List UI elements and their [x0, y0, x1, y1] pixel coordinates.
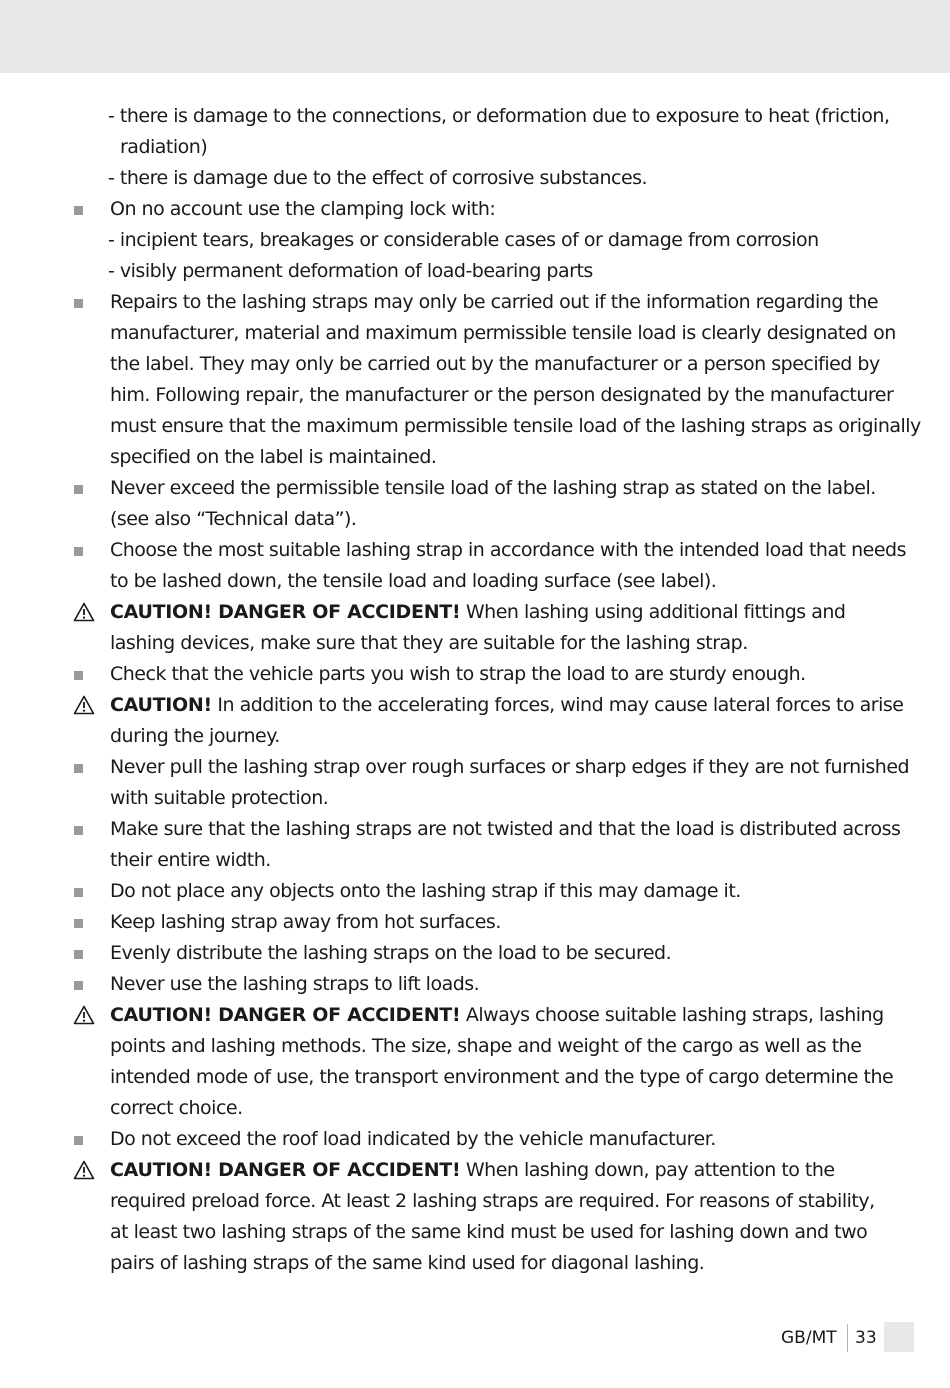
list-item: Never use the lashing straps to lift loads. [0, 969, 950, 1000]
warning-triangle-icon [73, 1005, 95, 1025]
bullet-square-icon [74, 1136, 83, 1145]
text-line: with suitable protection. [110, 787, 329, 809]
header-band [0, 0, 950, 73]
list-item: Make sure that the lashing straps are not twisted and that the load is distributed across [0, 814, 950, 845]
list-item: Never pull the lashing strap over rough surfaces or sharp edges if they are not furnished [0, 752, 950, 783]
warning-item: CAUTION! DANGER OF ACCIDENT! Always choose suitable lashing straps, lashing [0, 1000, 950, 1031]
warning-triangle-icon [73, 602, 95, 622]
text-line: - there is damage to the connections, or deformation due to exposure to heat (friction, [108, 105, 890, 127]
text-line: manufacturer, material and maximum permissible tensile load is clearly designated on [110, 322, 896, 344]
list-item: Keep lashing strap away from hot surfaces. [0, 907, 950, 938]
warning-label: CAUTION! DANGER OF ACCIDENT! [110, 601, 461, 623]
text-line: him. Following repair, the manufacturer or the person designated by the manufacturer [110, 384, 894, 406]
text-line: - visibly permanent deformation of load-bearing parts [108, 260, 593, 282]
bullet-square-icon [74, 206, 83, 215]
list-item: Choose the most suitable lashing strap in accordance with the intended load that needs [0, 535, 950, 566]
text-line: at least two lashing straps of the same kind must be used for lashing down and two [110, 1221, 868, 1243]
text-line: points and lashing methods. The size, shape and weight of the cargo as well as the [110, 1035, 862, 1057]
text-line: (see also “Technical data”). [110, 508, 357, 530]
page-number: 33 [855, 1328, 877, 1348]
text-line: intended mode of use, the transport environment and the type of cargo determine the [110, 1066, 894, 1088]
bullet-square-icon [74, 671, 83, 680]
warning-label: CAUTION! DANGER OF ACCIDENT! [110, 1004, 461, 1026]
text-line: specified on the label is maintained. [110, 446, 437, 468]
list-item: Evenly distribute the lashing straps on the load to be secured. [0, 938, 950, 969]
warning-label: CAUTION! DANGER OF ACCIDENT! [110, 1159, 461, 1181]
text-line: must ensure that the maximum permissible tensile load of the lashing straps as originally [110, 415, 921, 437]
text-line: pairs of lashing straps of the same kind used for diagonal lashing. [110, 1252, 705, 1274]
bullet-square-icon [74, 485, 83, 494]
warning-item: CAUTION! DANGER OF ACCIDENT! When lashing using additional fittings and [0, 597, 950, 628]
text-line: their entire width. [110, 849, 271, 871]
list-item: On no account use the clamping lock with: [0, 194, 950, 225]
page-tab-marker [884, 1322, 914, 1352]
text-line: the label. They may only be carried out by the manufacturer or a person specified by [110, 353, 880, 375]
bullet-square-icon [74, 764, 83, 773]
text-line: lashing devices, make sure that they are suitable for the lashing strap. [110, 632, 748, 654]
list-item: Never exceed the permissible tensile load of the lashing strap as stated on the label. [0, 473, 950, 504]
text-line: - incipient tears, breakages or considerable cases of or damage from corrosion [108, 229, 819, 251]
warning-item: CAUTION! DANGER OF ACCIDENT! When lashing down, pay attention to the [0, 1155, 950, 1186]
bullet-square-icon [74, 888, 83, 897]
bullet-square-icon [74, 950, 83, 959]
list-item: Check that the vehicle parts you wish to strap the load to are sturdy enough. [0, 659, 950, 690]
text-line: radiation) [120, 136, 208, 158]
footer-language-code: GB/MT [781, 1328, 837, 1348]
bullet-square-icon [74, 547, 83, 556]
bullet-square-icon [74, 919, 83, 928]
text-line: required preload force. At least 2 lashing straps are required. For reasons of stability, [110, 1190, 875, 1212]
text-line: during the journey. [110, 725, 280, 747]
page-content [0, 101, 950, 1279]
warning-item: CAUTION! In addition to the accelerating forces, wind may cause lateral forces to arise [0, 690, 950, 721]
text-line: to be lashed down, the tensile load and loading surface (see label). [110, 570, 717, 592]
text-line: correct choice. [110, 1097, 243, 1119]
list-item: Repairs to the lashing straps may only be carried out if the information regarding the [0, 287, 950, 318]
list-item: Do not place any objects onto the lashing strap if this may damage it. [0, 876, 950, 907]
bullet-square-icon [74, 299, 83, 308]
text-line: - there is damage due to the effect of corrosive substances. [108, 167, 648, 189]
warning-triangle-icon [73, 1160, 95, 1180]
warning-label: CAUTION! [110, 694, 212, 716]
bullet-square-icon [74, 826, 83, 835]
list-item: Do not exceed the roof load indicated by the vehicle manufacturer. [0, 1124, 950, 1155]
warning-triangle-icon [73, 695, 95, 715]
footer-divider [847, 1324, 848, 1352]
bullet-square-icon [74, 981, 83, 990]
